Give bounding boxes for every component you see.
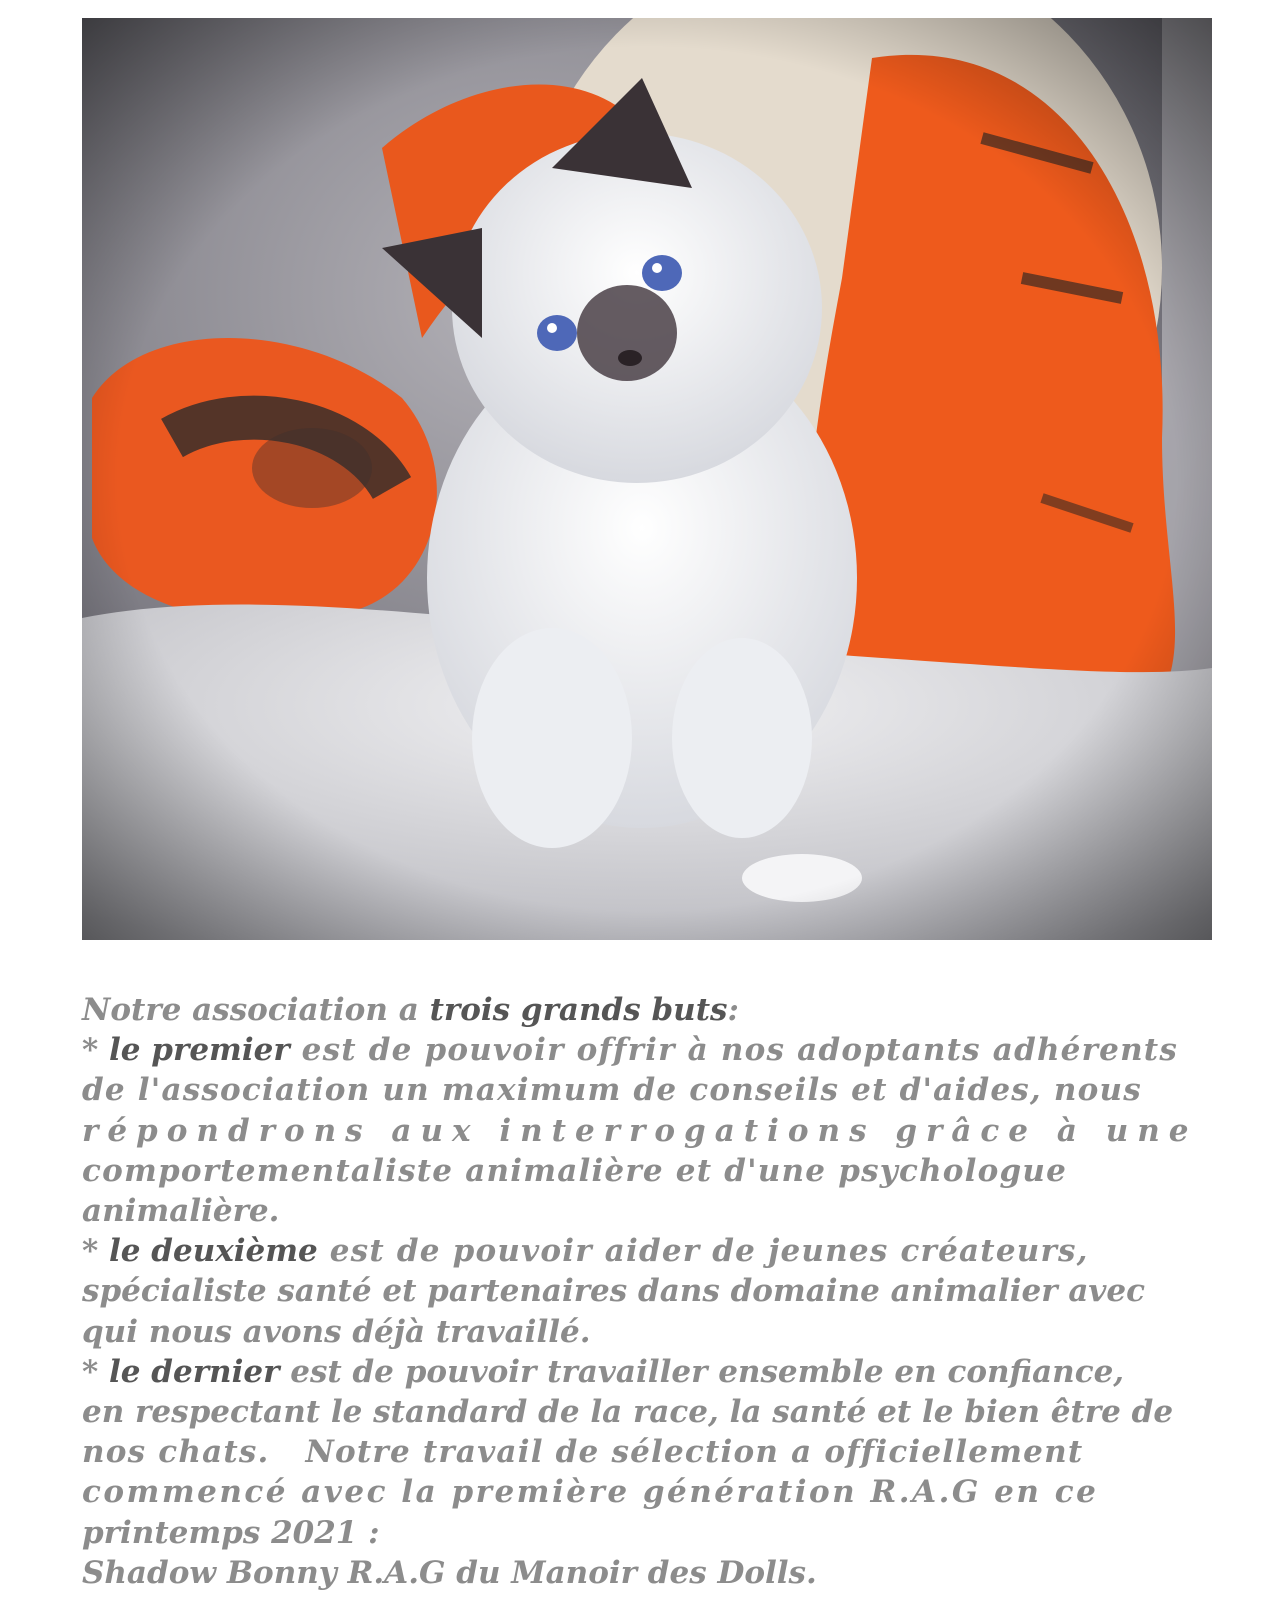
- bullet3-line-a: [82, 1352, 1212, 1392]
- bullet2-text-b: spécialiste santé et partenaires dans domaine animalier avec: [82, 1273, 1146, 1310]
- bullet1-line-a: [82, 1030, 1212, 1070]
- bullet2-text-a: est de pouvoir aider de jeunes créateurs,: [317, 1233, 1089, 1270]
- bullet3-bold: le dernier: [109, 1353, 280, 1390]
- bullet1-text-b: de l'association un maximum de conseils et d'aides, nous: [82, 1072, 1142, 1109]
- bullet1-star: *: [82, 1032, 110, 1069]
- bullet3-text-e: printemps 2021 :: [82, 1514, 380, 1551]
- bullet2-bold: le deuxième: [109, 1233, 318, 1270]
- bullet1-text-c: répondrons aux interrogations grâce à une: [82, 1112, 1198, 1149]
- bullet1-text-d: comportementaliste animalière et d'une psychologue: [82, 1152, 1068, 1189]
- bullet1-bold: le premier: [109, 1032, 290, 1069]
- bullet3-text-d: commencé avec la première génération R.A.G en ce: [82, 1474, 1099, 1511]
- bullet2-star: *: [82, 1233, 110, 1270]
- kitten-photo: [82, 18, 1212, 940]
- bullet1-text-e: animalière.: [82, 1193, 280, 1230]
- bullet3-star: *: [82, 1353, 110, 1390]
- intro-bold: trois grands buts: [429, 992, 728, 1028]
- bullet3-text-c: nos chats. Notre travail de sélection a officiellement: [82, 1434, 1084, 1471]
- intro-line: [82, 990, 1212, 1030]
- bullet2-line-a: [82, 1231, 1212, 1271]
- intro-suffix: :: [727, 992, 739, 1028]
- bullet3-text-a: est de pouvoir travailler ensemble en confiance,: [279, 1353, 1125, 1390]
- association-text: [82, 990, 1212, 1593]
- intro-prefix: Notre association a: [82, 992, 430, 1028]
- signature-line: Shadow Bonny R.A.G du Manoir des Dolls.: [82, 1554, 817, 1591]
- bullet2-text-c: qui nous avons déjà travaillé.: [82, 1313, 591, 1350]
- bullet3-text-b: en respectant le standard de la race, la santé et le bien être de: [82, 1394, 1174, 1431]
- kitten-photo-illustration: [82, 18, 1212, 940]
- bullet1-text-a: est de pouvoir offrir à nos adoptants adhérents: [289, 1032, 1178, 1069]
